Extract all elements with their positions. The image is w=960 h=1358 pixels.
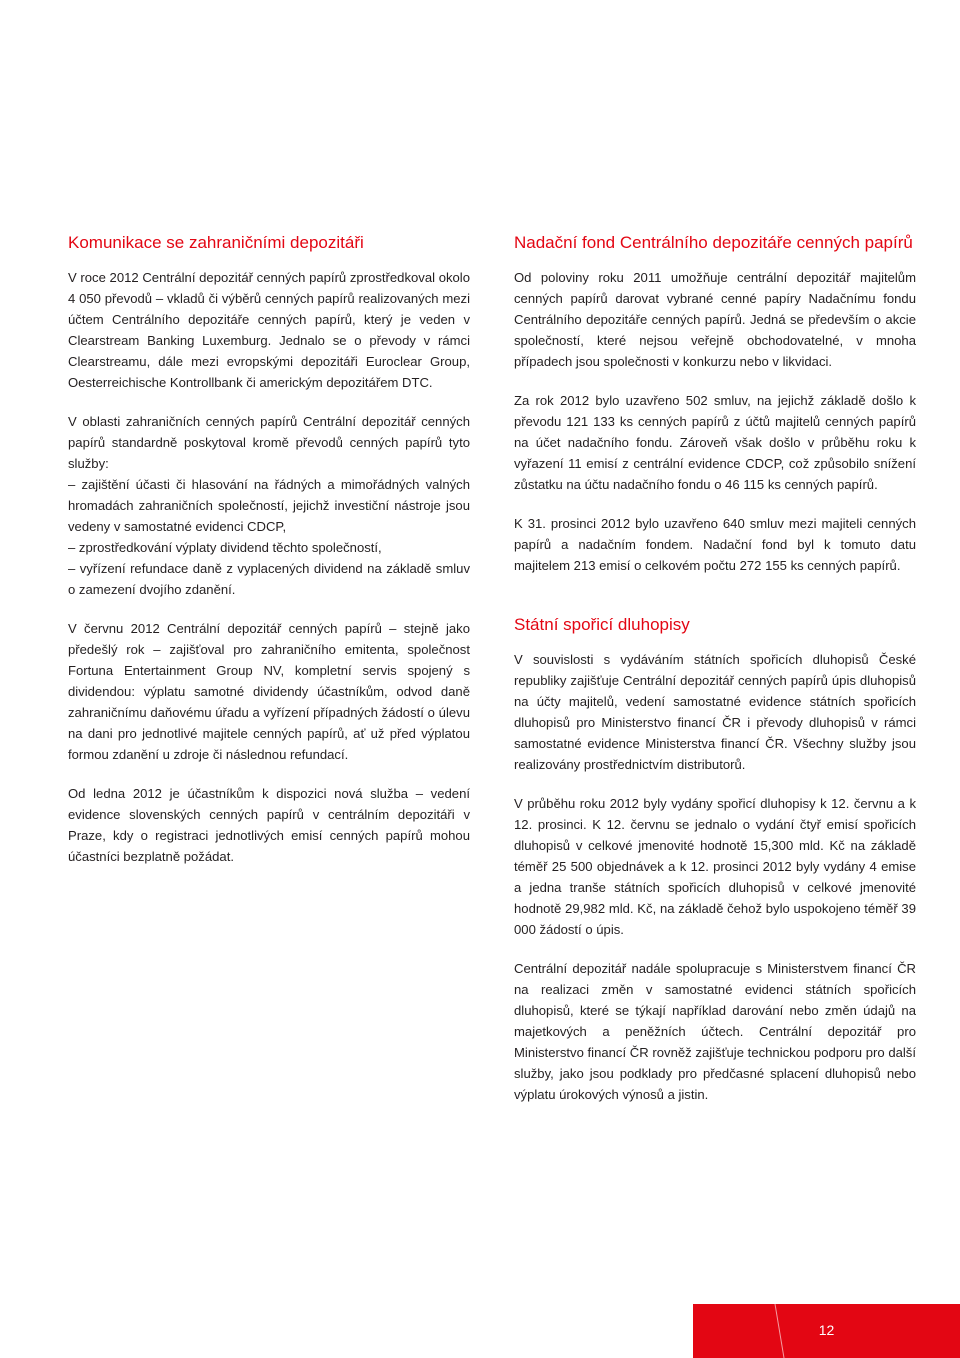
paragraph: K 31. prosinci 2012 bylo uzavřeno 640 smluv mezi majiteli cenných papírů a nadačním fondem. Nadační fond byl k tomuto datu majitelem 213 emisí o celkovém počtu 272 155 ks cenných papírů. <box>514 516 916 573</box>
section-heading-foundation: Nadační fond Centrálního depozitáře cenných papírů <box>514 233 913 252</box>
spacer <box>514 594 916 614</box>
services-list <box>68 474 470 600</box>
paragraph: V průběhu roku 2012 byly vydány spořicí dluhopisy k 12. červnu a k 12. prosinci. K 12. červnu se jednalo o vydání čtyř emisí spořicích dluhopisů v celkové jmenovité hodnotě 15,300 mld. Kč na základě téměř 25 500 objednávek a k 12. prosinci 2012 byly vydány 4 emise a jedna tranše státních spořicích dluhopisů v celkové jmenovité hodnotě 29,982 mld. Kč, na základě čehož bylo uspokojeno téměř 39 000 žádostí o úpis. <box>514 796 916 937</box>
list-item: – zajištění účasti či hlasování na řádných a mimořádných valných hromadách zahraničních společností, jejichž investiční nástroje jsou vedeny v samostatné evidenci CDCP, <box>68 477 470 534</box>
page-number: 12 <box>818 1322 835 1338</box>
list-item: – zprostředkování výplaty dividend těchto společností, <box>68 540 382 555</box>
paragraph: V oblasti zahraničních cenných papírů Centrální depozitář cenných papírů standardně poskytoval kromě převodů cenných papírů tyto služby: <box>68 414 470 471</box>
section-heading-foreign-depositories: Komunikace se zahraničními depozitáři <box>68 233 364 252</box>
paragraph: Od ledna 2012 je účastníkům k dispozici nová služba – vedení evidence slovenských cenných papírů v centrálním depozitáři v Praze, kdy o registraci jednotlivých emisí cenných papírů mohou účastníci bezplatně požádat. <box>68 786 470 864</box>
section-heading-savings-bonds: Státní spořicí dluhopisy <box>514 615 690 634</box>
paragraph: Centrální depozitář nadále spolupracuje s Ministerstvem financí ČR na realizaci změn v samostatné evidenci státních spořicích dluhopisů, které se týkají například darování nebo změn údajů na majetkových a peněžních účtech. Centrální depozitář pro Ministerstvo financí ČR rovněž zajišťuje technickou podporu pro další služby, jako jsou podklady pro předčasné splacení dluhopisů nebo výplatu úrokových výnosů a jistin. <box>514 961 916 1102</box>
spacer <box>68 600 470 618</box>
paragraph: V červnu 2012 Centrální depozitář cenných papírů – stejně jako předešlý rok – zajišťoval pro zahraničního emitenta, společnost Fortuna Entertainment Group NV, kompletní servis spojený s dividendou: výplatu samotné dividendy účastníkům, odvod daně zahraničnímu daňovému úřadu a vyřízení případných žádostí o úlevu na dani pro jednotlivé majitele cenných papírů, ať už před výplatou formou zdanění u zdroje či následnou refundací. <box>68 621 470 762</box>
right-column <box>514 232 916 1123</box>
footer-bar <box>693 1304 960 1358</box>
paragraph: Za rok 2012 bylo uzavřeno 502 smluv, na jejichž základě došlo k převodu 121 133 ks cenných papírů z účtů majitelů cenných papírů na účet nadačního fondu. Zároveň však došlo v průběhu roku k vyřazení 11 emisí z centrální evidence CDCP, což způsobilo snížení zůstatku na účtu nadačního fondu o 46 115 ks cenných papírů. <box>514 393 916 492</box>
list-item: – vyřízení refundace daně z vyplacených dividend na základě smluv o zamezení dvojího zdanění. <box>68 561 470 597</box>
left-column <box>68 232 470 885</box>
paragraph: Od poloviny roku 2011 umožňuje centrální depozitář majitelům cenných papírů darovat vybrané cenné papíry Nadačnímu fondu Centrálního depozitáře cenných papírů. Jedná se především o akcie společností, které nejsou veřejně obchodovatelné, v mnoha případech jsou společnosti v konkurzu nebo v likvidaci. <box>514 270 916 369</box>
paragraph: V roce 2012 Centrální depozitář cenných papírů zprostředkoval okolo 4 050 převodů – vkladů či výběrů cenných papírů realizovaných mezi účtem Centrálního depozitáře cenných papírů, který je veden v Clearstream Banking Luxemburg. Jednalo se o převody v rámci Clearstreamu, dále mezi evropskými depozitáři Euroclear Group, Oesterreichische Kontrollbank či americkým depozitářem DTC. <box>68 270 470 390</box>
paragraph: V souvislosti s vydáváním státních spořicích dluhopisů České republiky zajišťuje Centrální depozitář cenných papírů úpis dluhopisů na účty majitelů, vedení samostatné evidence státních spořicích dluhopisů pro Ministerstvo financí ČR i převody dluhopisů v rámci samostatné evidence Ministerstva financí ČR. Všechny služby jsou realizovány prostřednictvím distributorů. <box>514 652 916 772</box>
